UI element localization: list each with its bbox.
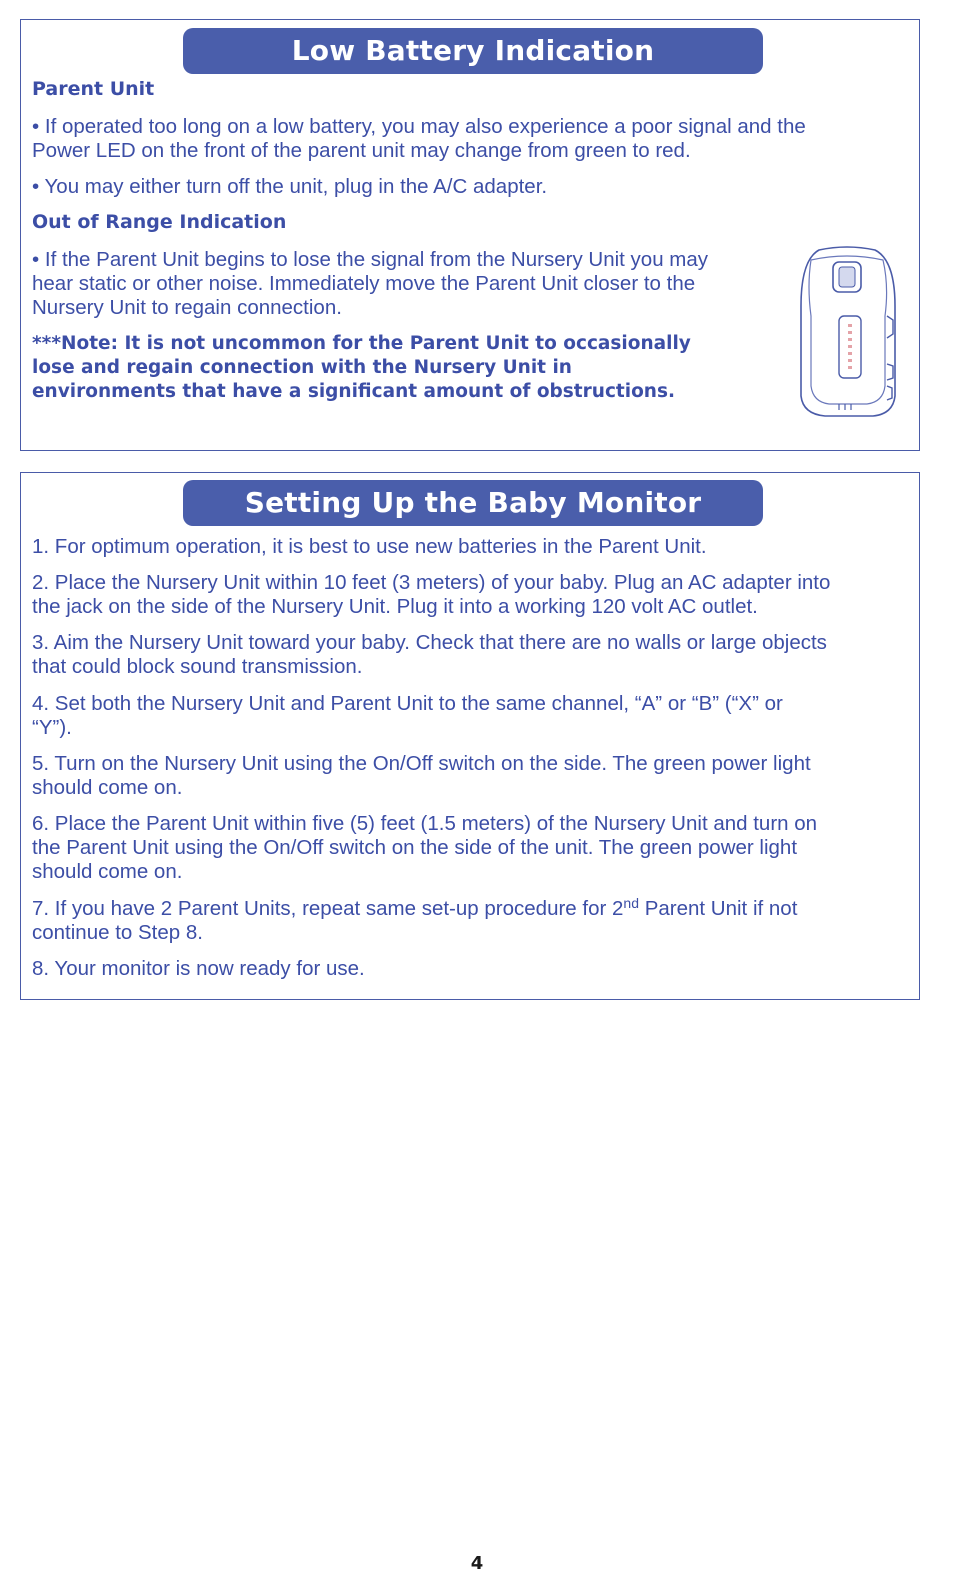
- setup-step-7-line-1: [32, 895, 798, 921]
- note-line-2: lose and regain connection with the Nursery Unit in: [32, 357, 572, 378]
- setup-step-8: 8. Your monitor is now ready for use.: [32, 957, 365, 980]
- battery-bullet-1: [32, 115, 806, 163]
- setup-step-4-line-1: 4. Set both the Nursery Unit and Parent Unit to the same channel, “A” or “B” (“X” or: [32, 692, 783, 715]
- setup-step-6: [32, 812, 817, 884]
- range-bullet-line-1: • If the Parent Unit begins to lose the signal from the Nursery Unit you may: [32, 248, 709, 271]
- range-bullet-line-3: Nursery Unit to regain connection.: [32, 296, 342, 319]
- setup-step-1: 1. For optimum operation, it is best to use new batteries in the Parent Unit.: [32, 535, 707, 558]
- range-bullet-line-2: hear static or other noise. Immediately move the Parent Unit closer to the: [32, 272, 696, 295]
- range-bullet: [32, 248, 708, 320]
- note-line-3: environments that have a significant amount of obstructions.: [32, 381, 676, 402]
- battery-bullet-2: • You may either turn off the unit, plug in the A/C adapter.: [32, 175, 548, 198]
- setup-section: [20, 472, 920, 1000]
- low-battery-title: Low Battery Indication: [183, 28, 763, 74]
- setup-step-5: [32, 752, 811, 800]
- setup-step-7: [32, 897, 797, 945]
- setup-step-5-line-2: should come on.: [32, 776, 183, 799]
- setup-step-2: [32, 571, 830, 619]
- setup-step-3-line-2: that could block sound transmission.: [32, 655, 363, 678]
- setup-step-2-line-2: the jack on the side of the Nursery Unit. Plug it into a working 120 volt AC outlet.: [32, 595, 758, 618]
- setup-step-4-line-2: “Y”).: [32, 716, 72, 739]
- setup-step-5-line-1: 5. Turn on the Nursery Unit using the On/Off switch on the side. The green power light: [32, 752, 811, 775]
- setup-step-3-line-1: 3. Aim the Nursery Unit toward your baby. Check that there are no walls or large objects: [32, 631, 827, 654]
- setup-step-7-text-a: 7. If you have 2 Parent Units, repeat same set-up procedure for 2: [32, 897, 624, 920]
- setup-step-4: [32, 692, 783, 740]
- setup-title: Setting Up the Baby Monitor: [183, 480, 763, 526]
- parent-unit-illustration: [797, 246, 899, 418]
- low-battery-section: [20, 19, 920, 451]
- page-number: 4: [470, 1553, 484, 1574]
- setup-step-6-line-2: the Parent Unit using the On/Off switch on the side of the unit. The green power light: [32, 836, 798, 859]
- obstruction-note: [32, 332, 691, 404]
- battery-bullet-1-line-2: Power LED on the front of the parent unit may change from green to red.: [32, 139, 691, 162]
- battery-bullet-1-line-1: • If operated too long on a low battery, you may also experience a poor signal and the: [32, 115, 806, 138]
- setup-step-6-line-3: should come on.: [32, 860, 183, 883]
- setup-step-7-text-b: Parent Unit if not: [639, 897, 798, 920]
- setup-step-6-line-1: 6. Place the Parent Unit within five (5) feet (1.5 meters) of the Nursery Unit and turn on: [32, 812, 818, 835]
- setup-step-2-line-1: 2. Place the Nursery Unit within 10 feet (3 meters) of your baby. Plug an AC adapter into: [32, 571, 831, 594]
- setup-step-3: [32, 631, 827, 679]
- out-of-range-heading: Out of Range Indication: [32, 211, 287, 233]
- setup-step-7-line-2: continue to Step 8.: [32, 921, 203, 944]
- setup-step-7-ordinal: nd: [623, 895, 639, 911]
- note-line-1: ***Note: It is not uncommon for the Parent Unit to occasionally: [32, 333, 691, 354]
- parent-unit-heading: Parent Unit: [32, 78, 155, 100]
